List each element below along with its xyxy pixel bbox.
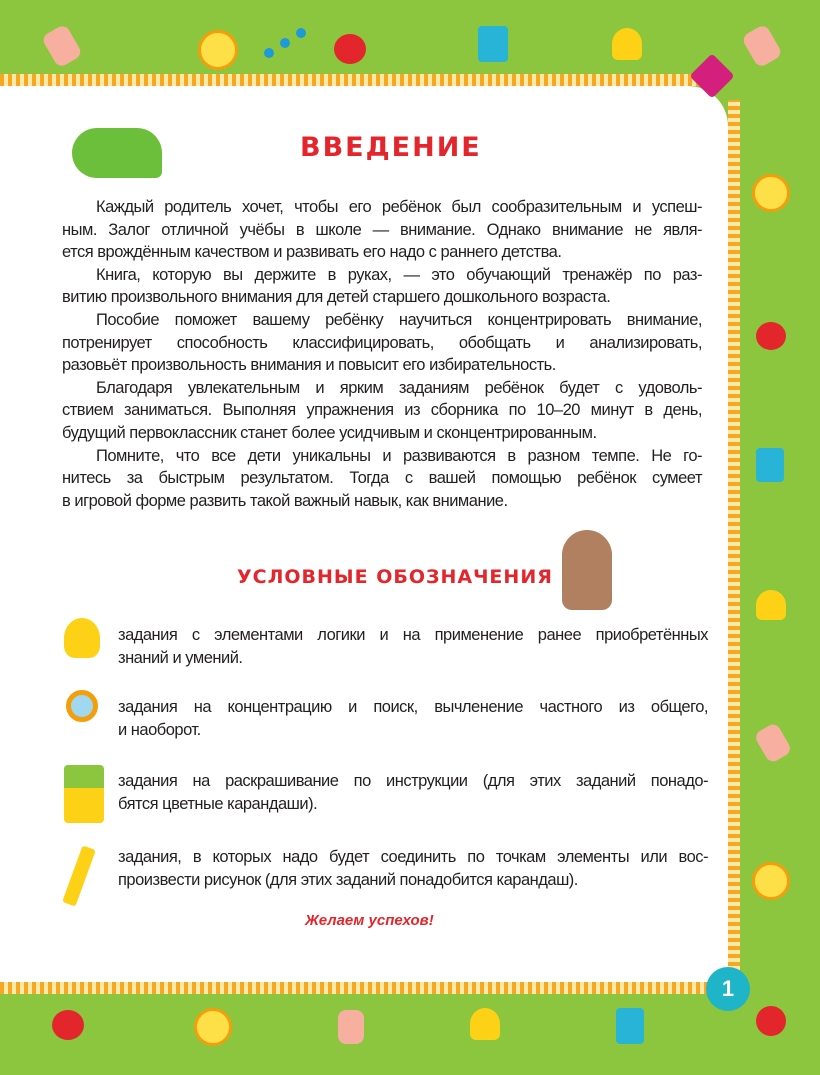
apple-icon bbox=[334, 34, 366, 64]
alarm-clock-icon bbox=[752, 862, 790, 900]
paragraph-line: ствием заниматься. Выполняя упражнения из сборника по 10–20 минут в день, bbox=[62, 401, 702, 420]
page-number: 1 bbox=[706, 967, 750, 1011]
paragraph-line: в игровой форме развить такой важный навык, как внимание. bbox=[62, 491, 508, 510]
alarm-clock-icon bbox=[198, 30, 238, 70]
bear-illustration bbox=[562, 530, 612, 610]
pencil-icon bbox=[338, 1010, 364, 1044]
apple-icon bbox=[756, 322, 786, 350]
alarm-clock-icon bbox=[752, 174, 790, 212]
notebook-icon bbox=[616, 1008, 644, 1044]
paragraph-line: Каждый родитель хочет, чтобы его ребёнок был сообразительным и успеш- bbox=[96, 198, 702, 216]
lightbulb-icon bbox=[64, 618, 100, 658]
pencil-icon bbox=[741, 23, 783, 68]
paragraph-line: Помните, что все дети уникальны и развиваются в разном темпе. Не го- bbox=[96, 446, 702, 465]
bell-icon bbox=[470, 1008, 500, 1040]
dot-decoration bbox=[296, 28, 306, 38]
page-border-right bbox=[728, 100, 740, 982]
paragraph-line: ным. Залог отличной учёбы в школе — внимание. Однако внимание не явля- bbox=[62, 220, 702, 239]
paragraph-line: нитесь за быстрым результатом. Тогда с вашей помощью ребёнок сумеет bbox=[62, 469, 702, 488]
page-border-top bbox=[0, 74, 700, 86]
intro-text bbox=[62, 196, 702, 512]
dot-decoration bbox=[264, 48, 274, 58]
notebook-icon bbox=[478, 26, 508, 62]
paragraph-line: ется врождённым качеством и развивать его надо с раннего детства. bbox=[62, 243, 562, 262]
page-border-bottom bbox=[0, 982, 740, 994]
bell-icon bbox=[612, 28, 642, 60]
pencil-cup-icon bbox=[64, 765, 104, 823]
apple-icon bbox=[756, 1006, 786, 1036]
bell-icon bbox=[756, 590, 786, 620]
legend-title: УСЛОВНЫЕ ОБОЗНАЧЕНИЯ bbox=[237, 566, 553, 588]
paragraph-line: будущий первоклассник станет более усидчивым и сконцентрированным. bbox=[62, 423, 597, 442]
paragraph-line: витию произвольного внимания для детей старшего дошкольного возраста. bbox=[62, 288, 611, 307]
legend-item: задания с элементами логики и на применение ранее приобретённых знаний и умений. bbox=[118, 626, 708, 667]
paragraph-line: потренирует способность классифицировать, обобщать и анализировать, bbox=[62, 333, 702, 352]
pencil-icon bbox=[41, 23, 83, 68]
paragraph-line: Пособие поможет вашему ребёнку научиться концентрировать внимание, bbox=[96, 310, 702, 329]
apple-icon bbox=[52, 1010, 84, 1040]
page-title: ВВЕДЕНИЕ bbox=[300, 132, 482, 163]
legend-item: задания, в которых надо будет соединить по точкам элементы или вос- произвести рисунок (для этих заданий понадобится карандаш). bbox=[118, 848, 708, 889]
pencil-icon bbox=[753, 722, 793, 764]
chameleon-illustration bbox=[72, 128, 162, 178]
paragraph-line: разовьёт произвольность внимания и повысит его избирательность. bbox=[62, 356, 556, 375]
paragraph-line: Книга, которую вы держите в руках, — это обучающий тренажёр по раз- bbox=[96, 265, 702, 284]
legend-item: задания на концентрацию и поиск, вычленение частного из общего, и наоборот. bbox=[118, 698, 708, 739]
legend-item: задания на раскрашивание по инструкции (для этих заданий понадо- бятся цветные карандаши). bbox=[118, 772, 708, 813]
paragraph-line: Благодаря увлекательным и ярким заданиям ребёнок будет с удоволь- bbox=[96, 378, 702, 397]
dot-decoration bbox=[280, 38, 290, 48]
notebook-icon bbox=[756, 448, 784, 482]
magnifier-icon bbox=[66, 690, 98, 722]
closing-text: Желаем успехов! bbox=[305, 912, 434, 929]
alarm-clock-icon bbox=[194, 1008, 232, 1046]
